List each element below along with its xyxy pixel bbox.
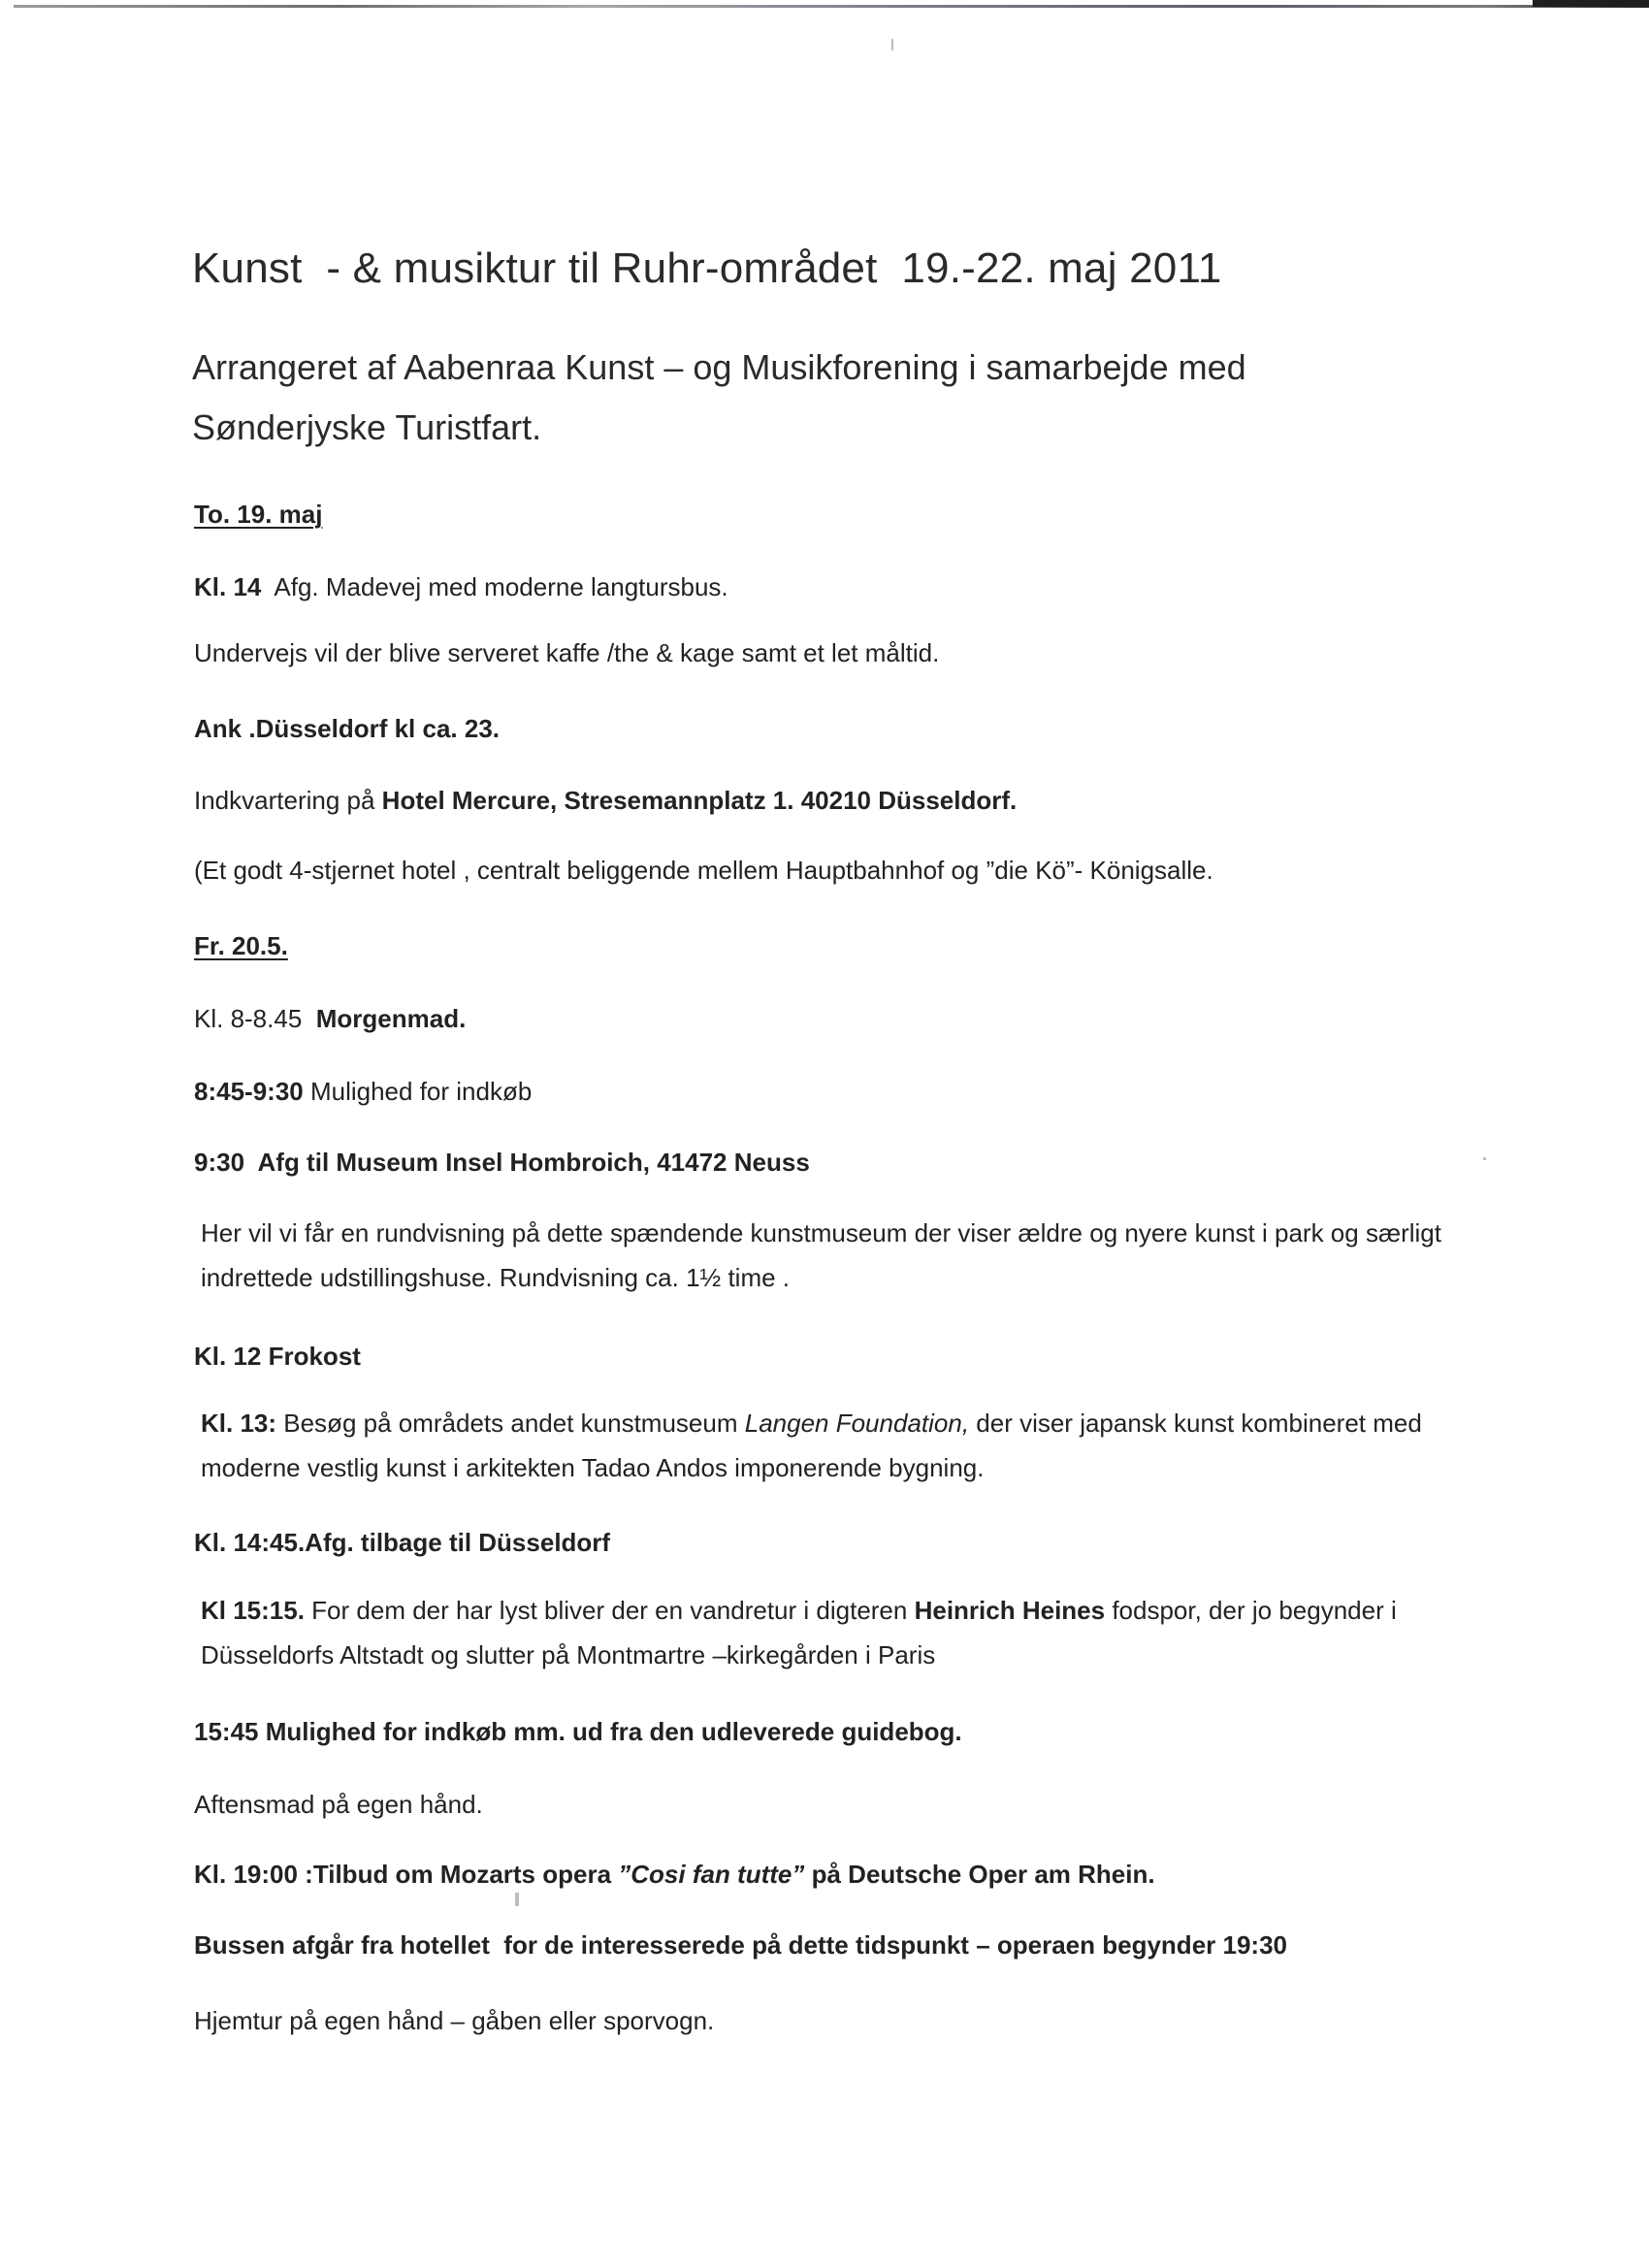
item-time: Kl. 13: <box>201 1409 277 1438</box>
schedule-item: (Et godt 4-stjernet hotel , centralt beliggende mellem Hauptbahnhof og ”die Kö”- Königsalle. <box>194 856 1213 885</box>
item-text: Kl. 19:00 :Tilbud om Mozarts opera <box>194 1860 619 1889</box>
schedule-item <box>201 1588 1510 1677</box>
item-text: For dem der har lyst bliver der en vandretur i digteren <box>304 1596 915 1625</box>
document-subtitle <box>192 338 1453 458</box>
item-text: Besøg på områdets andet kunstmuseum <box>276 1409 745 1438</box>
item-time: Kl. 14 <box>194 572 262 601</box>
item-text: Kl. 8-8.45 <box>194 1004 316 1033</box>
opera-title: ”Cosi fan tutte” <box>618 1860 805 1889</box>
hotel-address: Hotel Mercure, Stresemannplatz 1. 40210 Düsseldorf. <box>381 786 1018 815</box>
museum-name: Langen Foundation, <box>744 1409 970 1438</box>
schedule-item <box>194 572 728 602</box>
item-bold: Morgenmad. <box>315 1004 467 1033</box>
item-text: der viser japansk kunst kombineret med moderne vestlig kunst i arkitekten Tadao Andos imponerende bygning. <box>201 1409 1422 1482</box>
schedule-item: Aftensmad på egen hånd. <box>194 1790 483 1819</box>
schedule-item: Undervejs vil der blive serveret kaffe /the & kage samt et let måltid. <box>194 638 940 667</box>
schedule-item <box>194 1860 1155 1890</box>
schedule-item: Ank .Düsseldorf kl ca. 23. <box>194 714 501 743</box>
subtitle-line: Arrangeret af Aabenraa Kunst – og Musikforening i samarbejde med <box>192 347 1246 387</box>
schedule-item <box>194 1077 532 1107</box>
poet-name: Heinrich Heines <box>914 1596 1106 1625</box>
schedule-item <box>194 786 1017 816</box>
item-text: Mulighed for indkøb <box>303 1077 533 1106</box>
item-text: på Deutsche Oper am Rhein. <box>804 1860 1155 1889</box>
schedule-item: 15:45 Mulighed for indkøb mm. ud fra den udleverede guidebog. <box>194 1717 962 1746</box>
schedule-item: 9:30 Afg til Museum Insel Hombroich, 41472 Neuss <box>194 1148 810 1177</box>
item-time: Kl 15:15. <box>201 1596 305 1625</box>
subtitle-line: Sønderjyske Turistfart. <box>192 407 542 447</box>
schedule-item <box>201 1401 1510 1490</box>
schedule-item: Kl. 12 Frokost <box>194 1342 361 1371</box>
day1-heading: To. 19. maj <box>194 500 323 529</box>
schedule-item: Kl. 14:45.Afg. tilbage til Düsseldorf <box>194 1528 611 1557</box>
schedule-item: Her vil vi får en rundvisning på dette spændende kunstmuseum der viser ældre og nyere kunst i park og særligt indrettede udstillingshuse. Rundvisning ca. 1½ time . <box>201 1218 1441 1292</box>
item-text: Indkvartering på <box>194 786 382 815</box>
day2-heading: Fr. 20.5. <box>194 931 288 960</box>
item-text: fodspor, der jo begynder i Düsseldorfs Altstadt og slutter på Montmartre –kirkegården i Paris <box>201 1596 1397 1669</box>
item-time: 8:45-9:30 <box>194 1077 304 1106</box>
schedule-item <box>194 1004 466 1034</box>
schedule-item: Bussen afgår fra hotellet for de interesserede på dette tidspunkt – operaen begynder 19:30 <box>194 1930 1287 1960</box>
schedule-item: Hjemtur på egen hånd – gåben eller sporvogn. <box>194 2006 715 2035</box>
document-title: Kunst - & musiktur til Ruhr-området 19.-22. maj 2011 <box>192 244 1222 292</box>
item-text: Afg. Madevej med moderne langtursbus. <box>261 572 728 601</box>
